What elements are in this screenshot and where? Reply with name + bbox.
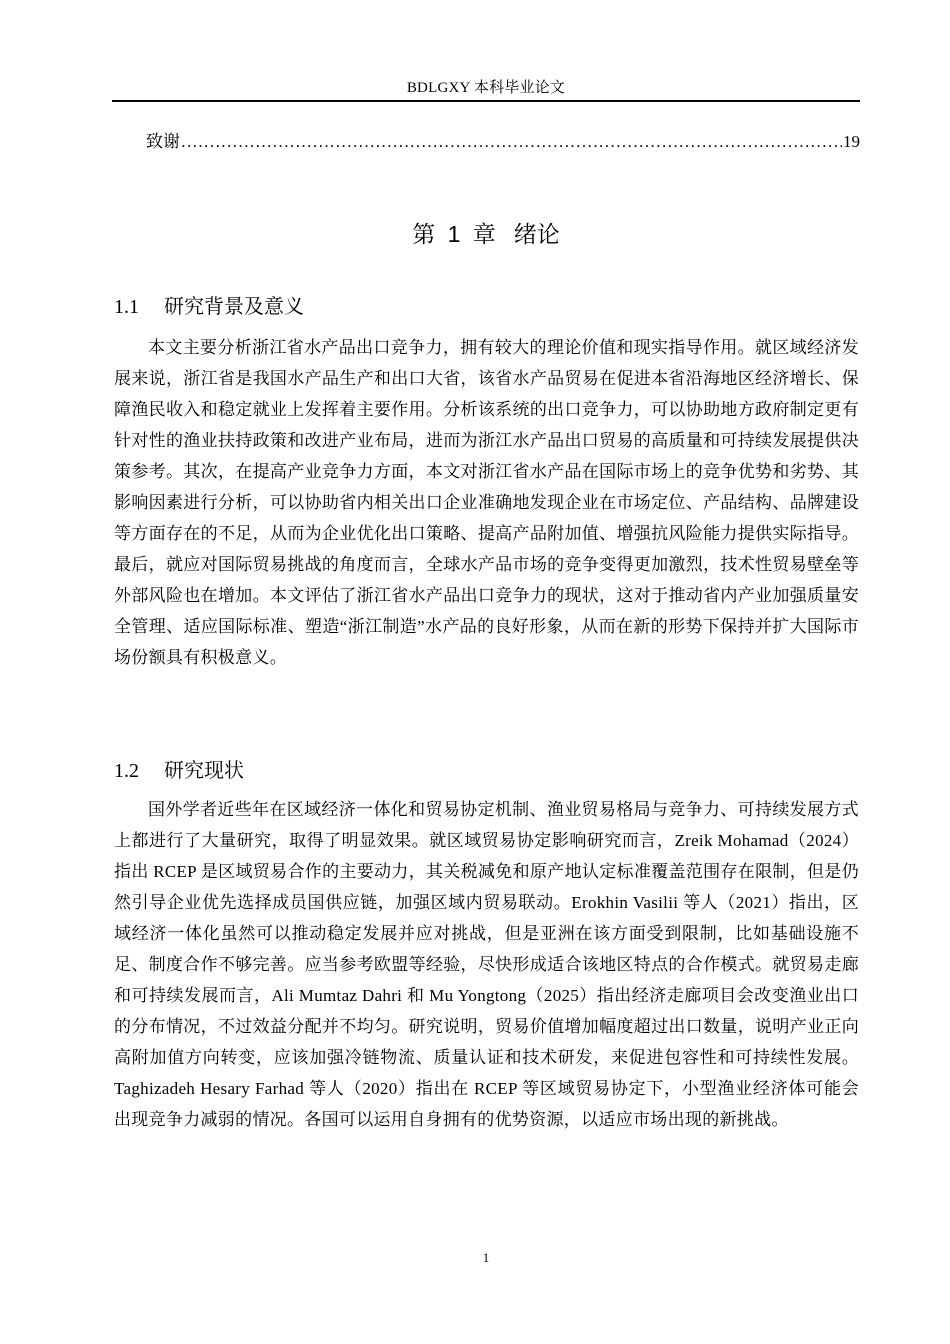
section-heading [114, 754, 244, 783]
section-heading [114, 290, 304, 319]
chapter-name: 绪论 [513, 221, 560, 247]
chapter-title [112, 216, 860, 249]
toc-entry-page: 19 [843, 132, 860, 151]
chapter-number: 第 1 章 [412, 221, 496, 247]
section-title: 研究背景及意义 [164, 296, 304, 318]
toc-entry [146, 128, 860, 152]
toc-dot-leader [181, 132, 842, 152]
section-title: 研究现状 [164, 760, 244, 782]
body-paragraph: 本文主要分析浙江省水产品出口竞争力，拥有较大的理论价值和现实指导作用。就区域经济发展来说，浙江省是我国水产品生产和出口大省，该省水产品贸易在促进本省沿海地区经济增长、保障渔民收入和稳定就业上发挥着主要作用。分析该系统的出口竞争力，可以协助地方政府制定更有针对性的渔业扶持政策和改进产业布局，进而为浙江水产品出口贸易的高质量和可持续发展提供决策参考。其次，在提高产业竞争力方面，本文对浙江省水产品在国际市场上的竞争优势和劣势、其影响因素进行分析，可以协助省内相关出口企业准确地发现企业在市场定位、产品结构、品牌建设等方面存在的不足，从而为企业优化出口策略、提高产品附加值、增强抗风险能力提供实际指导。最后，就应对国际贸易挑战的角度而言，全球水产品市场的竞争变得更加激烈，技术性贸易壁垒等外部风险也在增加。本文评估了浙江省水产品出口竞争力的现状，这对于推动省内产业加强质量安全管理、适应国际标准、塑造“浙江制造”水产品的良好形象，从而在新的形势下保持并扩大国际市场份额具有积极意义。 [114, 338, 859, 667]
running-header: BDLGXY 本科毕业论文 [406, 80, 566, 96]
body-paragraph: 国外学者近些年在区域经济一体化和贸易协定机制、渔业贸易格局与竞争力、可持续发展方式上都进行了大量研究，取得了明显效果。就区域贸易协定影响研究而言，Zreik Mohamad（2024）指出 RCEP 是区域贸易合作的主要动力，其关税减免和原产地认定标准覆盖范围存在限制，但是仍然引导企业优先选择成员国供应链，加强区域内贸易联动。Erokhin Vasilii 等人（2021）指出，区域经济一体化虽然可以推动稳定发展并应对挑战，但是亚洲在该方面受到限制，比如基础设施不足、制度合作不够完善。应当参考欧盟等经验，尽快形成适合该地区特点的合作模式。就贸易走廊和可持续发展而言，Ali Mumtaz Dahri 和 Mu Yongtong（2025）指出经济走廊项目会改变渔业出口的分布情况，不过效益分配并不均匀。研究说明，贸易价值增加幅度超过出口数量，说明产业正向高附加值方向转变，应该加强冷链物流、质量认证和技术研发，来促进包容性和可持续性发展。Taghizadeh Hesary Farhad 等人（2020）指出在 RCEP 等区域贸易协定下，小型渔业经济体可能会出现竞争力减弱的情况。各国可以运用自身拥有的优势资源，以适应市场出现的新挑战。 [114, 800, 859, 1129]
page-number: 1 [482, 1250, 490, 1265]
section-number: 1.1 [114, 296, 139, 318]
section-number: 1.2 [114, 760, 139, 782]
toc-entry-label: 致谢 [146, 132, 180, 151]
header-rule [112, 100, 860, 102]
